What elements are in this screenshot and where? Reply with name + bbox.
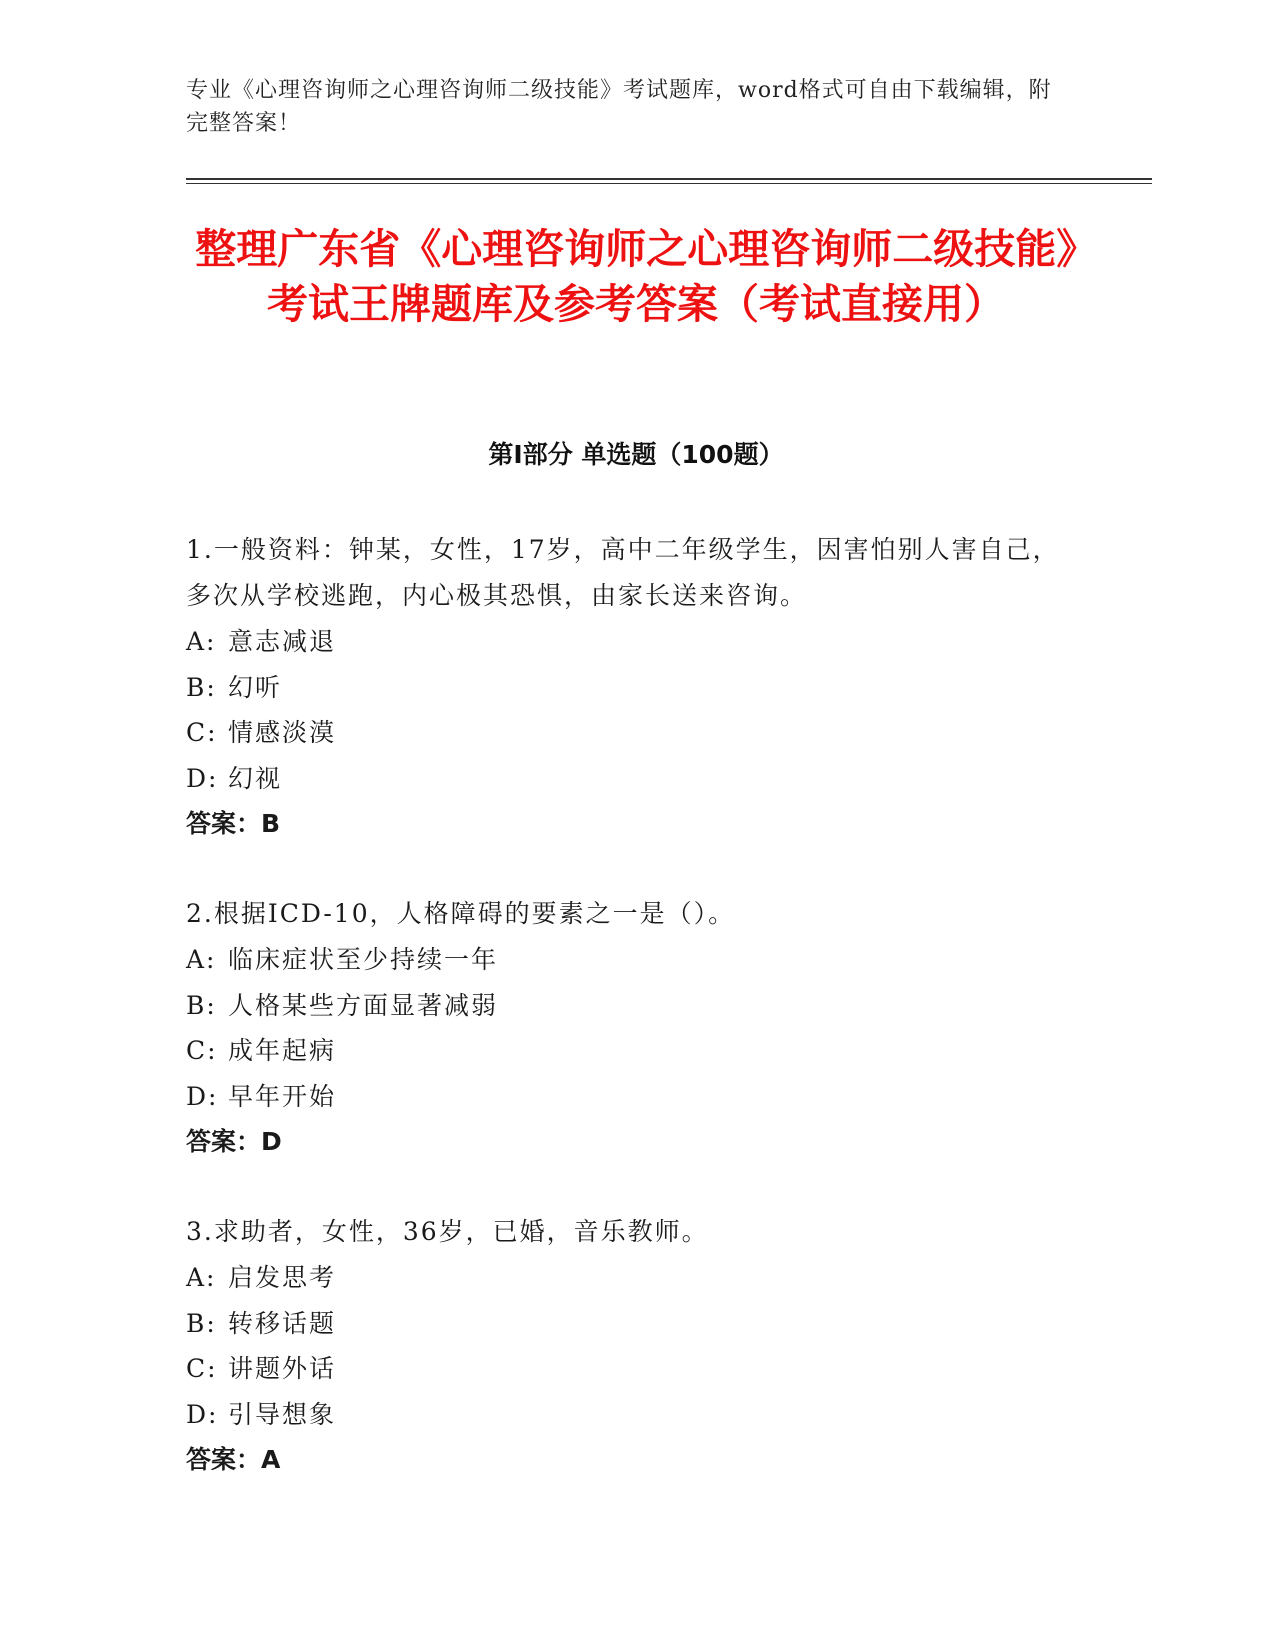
option-text: 临床症状至少持续一年	[228, 945, 499, 974]
option-text: 启发思考	[228, 1263, 337, 1292]
option-letter: B:	[186, 672, 217, 702]
option-text: 情感淡漠	[228, 718, 337, 747]
option-text: 早年开始	[228, 1081, 337, 1111]
answer-key: 答案：A	[186, 1445, 281, 1474]
option-text: 幻视	[228, 763, 283, 793]
option-text: 转移话题	[228, 1308, 337, 1338]
option-letter: C:	[186, 1036, 218, 1065]
question-block	[186, 527, 1066, 847]
answer-option	[186, 937, 1066, 983]
answer-option	[186, 1255, 1066, 1301]
option-text: 讲题外话	[228, 1354, 337, 1383]
option-letter: A:	[186, 1263, 217, 1292]
answer-key: 答案：D	[186, 1127, 282, 1156]
option-letter: A:	[186, 627, 217, 656]
answer-option	[186, 1392, 1066, 1438]
answer-option	[186, 1301, 1066, 1347]
answer-option	[186, 710, 1066, 756]
answer-option	[186, 619, 1066, 665]
answer-option	[186, 756, 1066, 802]
option-letter: D:	[186, 763, 219, 793]
answer-option	[186, 983, 1066, 1029]
option-letter: C:	[186, 718, 218, 747]
question-stem: 1.一般资料：钟某，女性，17岁，高中二年级学生，因害怕别人害自己，多次从学校逃跑，内心极其恐惧，由家长送来咨询。	[186, 535, 1060, 610]
document-title: 整理广东省《心理咨询师之心理咨询师二级技能》考试王牌题库及参考答案（考试直接用）	[195, 225, 1077, 328]
option-letter: D:	[186, 1399, 219, 1429]
question-block	[186, 891, 1066, 1165]
answer-option	[186, 1346, 1066, 1392]
header-divider	[186, 178, 1152, 180]
question-stem: 2.根据ICD-10，人格障碍的要素之一是（）。	[186, 899, 736, 928]
header-divider-thin	[186, 183, 1152, 184]
answer-option	[186, 665, 1066, 711]
option-letter: A:	[186, 945, 217, 974]
question-block	[186, 1209, 1066, 1483]
option-letter: C:	[186, 1354, 218, 1383]
answer-key: 答案：B	[186, 809, 281, 838]
question-list	[186, 527, 1066, 1527]
question-stem: 3.求助者，女性，36岁，已婚，音乐教师。	[186, 1217, 709, 1246]
option-text: 引导想象	[228, 1399, 337, 1429]
header-note: 专业《心理咨询师之心理咨询师二级技能》考试题库，word格式可自由下载编辑，附完整答案！	[186, 78, 1052, 136]
answer-option	[186, 1074, 1066, 1120]
option-text: 成年起病	[228, 1036, 337, 1065]
option-letter: B:	[186, 1308, 217, 1338]
option-text: 幻听	[228, 672, 283, 702]
option-letter: B:	[186, 990, 217, 1020]
option-text: 意志减退	[228, 627, 337, 656]
option-text: 人格某些方面显著减弱	[228, 990, 499, 1020]
section-heading: 第Ⅰ部分 单选题（100题）	[488, 440, 784, 469]
answer-option	[186, 1028, 1066, 1074]
option-letter: D:	[186, 1081, 219, 1111]
